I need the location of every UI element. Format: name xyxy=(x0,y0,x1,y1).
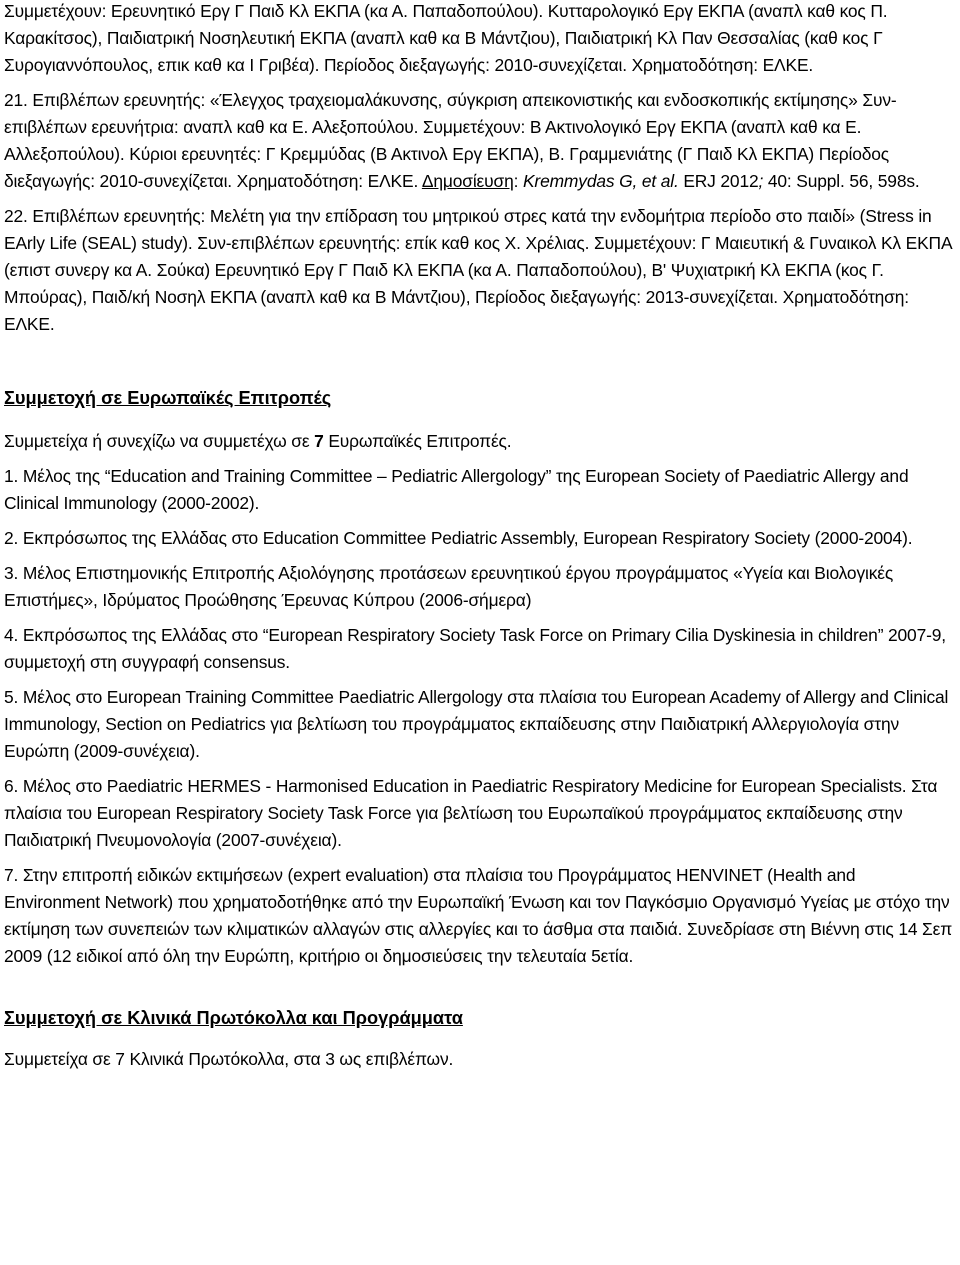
publication-authors: Kremmydas G, et al. xyxy=(522,171,679,191)
intro-text-before: Συμμετείχα ή συνεχίζω να συμμετέχω σε xyxy=(4,431,315,451)
committees-count: 7 xyxy=(314,431,324,451)
european-committees-heading: Συμμετοχή σε Ευρωπαϊκές Επιτροπές xyxy=(4,388,332,408)
committee-item-7: 7. Στην επιτροπή ειδικών εκτιμήσεων (expert evaluation) στα πλαίσια του Προγράμματος HENVINET (Health and Environment Network) που χρηματοδοτήθηκε από την Ευρωπαϊκή Ένωση και τον Παγκόσμιο Οργανισμό Υγείας με στόχο την εκτίμηση των συνεπειών των κλιματικών αλλαγών στις αλλεργίες και το άσθμα στα παιδιά. Συνεδρίασε στη Βιέννη στις 14 Σεπ 2009 (12 ειδικοί από όλη την Ευρώπη, κριτήριο οι δημοσιεύσεις την τελευταία 5ετία. xyxy=(4,865,953,966)
research-continuation-paragraph: Συμμετέχουν: Ερευνητικό Εργ Γ Παιδ Κλ ΕΚΠΑ (κα Α. Παπαδοπούλου). Κυτταρολογικό Εργ ΕΚΠΑ (αναπλ καθ κος Π. Καρακίτσος), Παιδιατρική Νοσηλευτική ΕΚΠΑ (αναπλ καθ κα Β Μάντζιου), Παιδιατρική Κλ Παν Θεσσαλίας (καθ κος Γ Συρογιαννόπουλος, επικ καθ κα Ι Γριβέα). Περίοδος διεξαγωγής: 2010-συνεχίζεται. Χρηματοδότηση: ΕΛΚΕ. xyxy=(4,1,888,75)
publication-semicolon: ; xyxy=(758,171,764,191)
clinical-protocols-heading: Συμμετοχή σε Κλινικά Πρωτόκολλα και Προγράμματα xyxy=(4,1008,463,1028)
committee-item-2: 2. Εκπρόσωπος της Ελλάδας στο Education Committee Pediatric Assembly, European Respiratory Society (2000-2004). xyxy=(4,528,913,548)
publication-separator: : xyxy=(513,171,523,191)
intro-text-after: Ευρωπαϊκές Επιτροπές. xyxy=(323,431,512,451)
document-page xyxy=(4,0,956,1073)
committee-item-1: 1. Μέλος της “Education and Training Committee – Pediatric Allergology” της European Society of Paediatric Allergy and Clinical Immunology (2000-2002). xyxy=(4,466,909,513)
research-project-21 xyxy=(4,87,956,195)
publication-label: Δημοσίευση xyxy=(421,171,514,191)
committee-item-4: 4. Εκπρόσωπος της Ελλάδας στο “European Respiratory Society Task Force on Primary Cilia Dyskinesia in children” 2007-9, συμμετοχή στη συγγραφή consensus. xyxy=(4,625,946,672)
committee-item-3: 3. Μέλος Επιστημονικής Επιτροπής Αξιολόγησης προτάσεων ερευνητικού έργου προγράμματος «Υγεία και Βιολογικές Επιστήμες», Ιδρύματος Προώθησης Έρευνας Κύπρου (2006-σήμερα) xyxy=(4,563,894,610)
project-21-text: 21. Επιβλέπων ερευνητής: «Έλεγχος τραχειομαλάκυνσης, σύγκριση απεικονιστικής και ενδοσκοπικής εκτίμησης» Συν-επιβλέπων ερευνήτρια: αναπλ καθ κα Ε. Αλεξοπούλου. Συμμετέχουν: Β Ακτινολογικό Εργ ΕΚΠΑ (αναπλ καθ κα Ε. Αλλεξοπούλου). Κύριοι ερευνητές: Γ Κρεμμύδας (Β Ακτινολ Εργ ΕΚΠΑ), Β. Γραμμενιάτης (Γ Παιδ Κλ ΕΚΠΑ) Περίοδος διεξαγωγής: 2010-συνεχίζεται. Χρηματοδότηση: ΕΛΚΕ. xyxy=(4,90,897,191)
european-committees-intro xyxy=(4,428,956,455)
publication-journal: ERJ 2012 xyxy=(678,171,759,191)
research-project-22: 22. Επιβλέπων ερευνητής: Μελέτη για την επίδραση του μητρικού στρες κατά την ενδομήτρια περίοδο στο παιδί» (Stress in EArly Life (SEAL) study). Συν-επιβλέπων ερευνητής: επίκ καθ κος Χ. Χρέλιας. Συμμετέχουν: Γ Μαιευτική & Γυναικολ Κλ ΕΚΠΑ (επιστ συνεργ κα Α. Σούκα) Ερευνητικό Εργ Γ Παιδ Κλ ΕΚΠΑ (κα Α. Παπαδοπούλου), Β' Ψυχιατρική Κλ ΕΚΠΑ (κος Γ. Μπούρας), Παιδ/κή Νοσηλ ΕΚΠΑ (αναπλ καθ κα Β Μάντζιου), Περίοδος διεξαγωγής: 2013-συνεχίζεται. Χρηματοδότηση: ΕΛΚΕ. xyxy=(4,206,952,334)
committee-item-5: 5. Μέλος στο European Training Committee Paediatric Allergology στα πλαίσια του European Academy of Allergy and Clinical Immunology, Section on Pediatrics για βελτίωση του προγράμματος εκπαίδευσης στην Παιδιατρική Αλλεργιολογία στην Ευρώπη (2009-συνέχεια). xyxy=(4,687,949,761)
clinical-protocols-intro: Συμμετείχα σε 7 Κλινικά Πρωτόκολλα, στα 3 ως επιβλέπων. xyxy=(4,1049,454,1069)
committee-item-6: 6. Μέλος στο Paediatric HERMES - Harmonised Education in Paediatric Respiratory Medicine for European Specialists. Στα πλαίσια του European Respiratory Society Task Force για βελτίωση του Ευρωπαϊκού προγράμματος εκπαίδευσης στην Παιδιατρική Πνευμονολογία (2007-συνέχεια). xyxy=(4,776,938,850)
publication-rest: 40: Suppl. 56, 598s. xyxy=(763,171,920,191)
